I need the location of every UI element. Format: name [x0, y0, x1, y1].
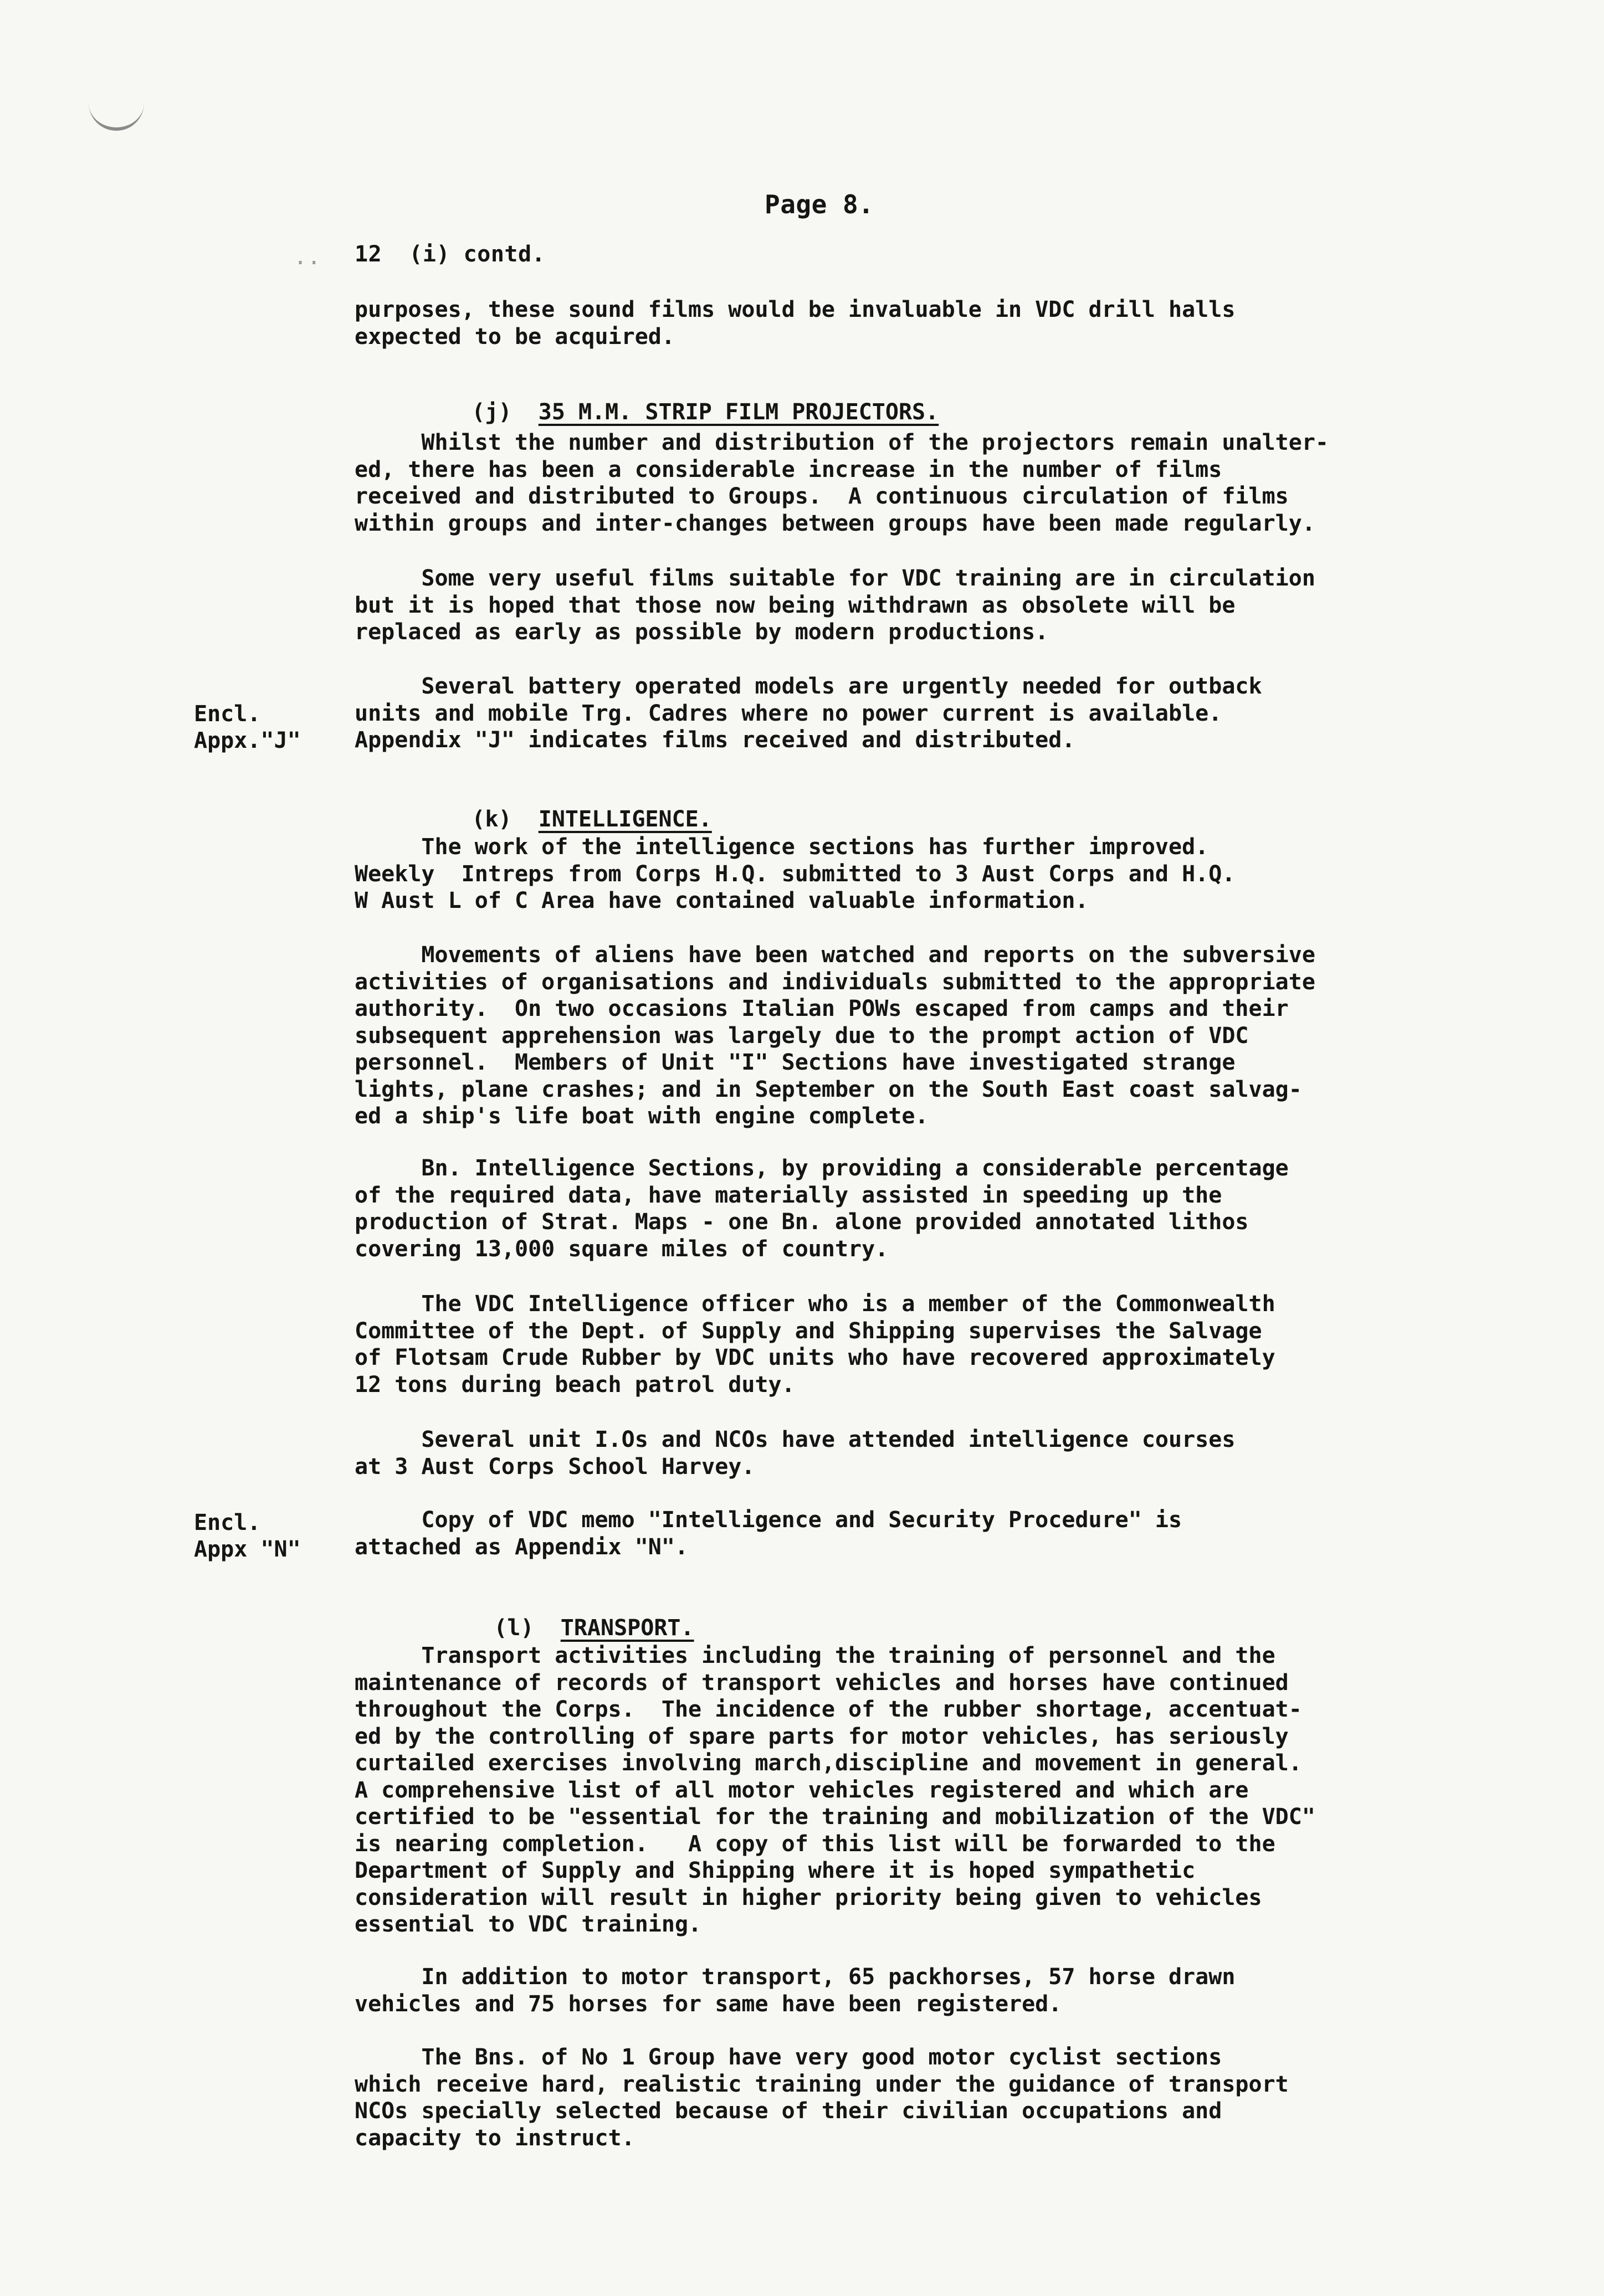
text-line: personnel. Members of Unit "I" Sections have investigated strange	[355, 1050, 1236, 1075]
text-line: consideration will result in higher priority being given to vehicles	[355, 1884, 1262, 1910]
text-line: attached as Appendix "N".	[355, 1534, 689, 1560]
section-j-paragraph-2	[355, 565, 1490, 646]
section-l-title: TRANSPORT.	[560, 1615, 694, 1641]
text-line: within groups and inter-changes between groups have been made regularly.	[355, 510, 1315, 536]
margin-note-line: Encl.	[194, 1510, 261, 1535]
text-line: Appendix "J" indicates films received and distributed.	[355, 727, 1075, 753]
text-line: which receive hard, realistic training under the guidance of transport	[355, 2071, 1289, 2097]
section-k-label: (k)	[472, 807, 512, 832]
text-line: of the required data, have materially assisted in speeding up the	[355, 1182, 1222, 1208]
margin-note-line: Encl.	[194, 701, 261, 727]
text-line: ed by the controlling of spare parts for motor vehicles, has seriously	[355, 1723, 1289, 1749]
section-l-label: (l)	[494, 1615, 534, 1641]
text-line: capacity to instruct.	[355, 2125, 635, 2151]
text-line: Movements of aliens have been watched and reports on the subversive	[355, 942, 1315, 968]
text-line: Committee of the Dept. of Supply and Shipping supervises the Salvage	[355, 1318, 1262, 1344]
text-line: vehicles and 75 horses for same have been registered.	[355, 1991, 1062, 2017]
margin-note-appx-n	[194, 1509, 301, 1563]
text-line: W Aust L of C Area have contained valuable information.	[355, 888, 1089, 913]
text-line: covering 13,000 square miles of country.	[355, 1236, 889, 1262]
continuation-heading: 12 (i) contd.	[355, 242, 546, 267]
section-k-paragraph-1	[355, 834, 1490, 915]
text-line: production of Strat. Maps - one Bn. alone provided annotated lithos	[355, 1209, 1249, 1235]
text-line: of Flotsam Crude Rubber by VDC units who have recovered approximately	[355, 1345, 1275, 1370]
section-k-title: INTELLIGENCE.	[538, 807, 712, 832]
text-line: 12 tons during beach patrol duty.	[355, 1372, 795, 1398]
section-k-paragraph-2	[355, 942, 1490, 1130]
section-j-paragraph-1	[355, 429, 1490, 537]
section-j-title: 35 M.M. STRIP FILM PROJECTORS.	[538, 399, 939, 425]
text-line: but it is hoped that those now being withdrawn as obsolete will be	[355, 592, 1236, 618]
text-line: Several battery operated models are urgently needed for outback	[355, 674, 1262, 699]
section-i-continuation	[355, 296, 1490, 350]
text-line: units and mobile Trg. Cadres where no power current is available.	[355, 700, 1222, 726]
text-line: subsequent apprehension was largely due to the prompt action of VDC	[355, 1023, 1249, 1049]
section-l-paragraph-3	[355, 2044, 1490, 2151]
punch-hole-mark	[89, 89, 144, 131]
text-line: Bn. Intelligence Sections, by providing a considerable percentage	[355, 1155, 1289, 1181]
text-line: activities of organisations and individuals submitted to the appropriate	[355, 969, 1315, 995]
margin-dots: ..	[294, 244, 321, 270]
margin-note-line: Appx."J"	[194, 728, 301, 753]
page-number: Page 8.	[765, 189, 874, 219]
text-line: Department of Supply and Shipping where it is hoped sympathetic	[355, 1858, 1196, 1883]
text-line: is nearing completion. A copy of this list will be forwarded to the	[355, 1831, 1275, 1857]
text-line: ed, there has been a considerable increase in the number of films	[355, 456, 1222, 482]
text-line: ed a ship's life boat with engine complete.	[355, 1103, 929, 1129]
text-line: Copy of VDC memo "Intelligence and Security Procedure" is	[355, 1507, 1182, 1533]
text-line: The work of the intelligence sections has further improved.	[355, 834, 1209, 860]
margin-note-line: Appx "N"	[194, 1537, 301, 1562]
section-l-paragraph-1	[355, 1642, 1490, 1938]
margin-note-appx-j	[194, 701, 301, 754]
text-line: certified to be "essential for the training and mobilization of the VDC"	[355, 1804, 1315, 1830]
text-line: maintenance of records of transport vehicles and horses have continued	[355, 1670, 1289, 1696]
text-line: replaced as early as possible by modern productions.	[355, 619, 1049, 645]
section-j-paragraph-3	[355, 673, 1490, 754]
text-line: at 3 Aust Corps School Harvey.	[355, 1453, 755, 1480]
section-j-label: (j)	[472, 399, 512, 425]
section-l-paragraph-2	[355, 1964, 1490, 2017]
text-line: NCOs specially selected because of their civilian occupations and	[355, 2098, 1222, 2124]
text-line: essential to VDC training.	[355, 1912, 702, 1937]
text-line: Several unit I.Os and NCOs have attended intelligence courses	[355, 1427, 1236, 1452]
text-line: Weekly Intreps from Corps H.Q. submitted to 3 Aust Corps and H.Q.	[355, 861, 1236, 887]
text-line: The Bns. of No 1 Group have very good motor cyclist sections	[355, 2045, 1222, 2070]
text-line: received and distributed to Groups. A continuous circulation of films	[355, 484, 1289, 509]
section-k-paragraph-3	[355, 1155, 1490, 1262]
text-line: Some very useful films suitable for VDC training are in circulation	[355, 566, 1315, 591]
text-line: curtailed exercises involving march,discipline and movement in general.	[355, 1750, 1302, 1776]
text-line: expected to be acquired.	[355, 323, 675, 350]
text-line: In addition to motor transport, 65 packhorses, 57 horse drawn	[355, 1964, 1236, 1990]
section-k-paragraph-6	[355, 1507, 1490, 1560]
section-k-paragraph-5	[355, 1426, 1490, 1480]
section-k-paragraph-4	[355, 1291, 1490, 1398]
text-line: A comprehensive list of all motor vehicles registered and which are	[355, 1777, 1249, 1803]
text-line: Whilst the number and distribution of the projectors remain unalter-	[355, 430, 1329, 455]
text-line: Transport activities including the training of personnel and the	[355, 1643, 1275, 1668]
text-line: authority. On two occasions Italian POWs escaped from camps and their	[355, 996, 1289, 1021]
text-line: lights, plane crashes; and in September on the South East coast salvag-	[355, 1076, 1302, 1102]
text-line: purposes, these sound films would be invaluable in VDC drill halls	[355, 297, 1236, 322]
text-line: The VDC Intelligence officer who is a member of the Commonwealth	[355, 1291, 1275, 1317]
text-line: throughout the Corps. The incidence of the rubber shortage, accentuat-	[355, 1697, 1302, 1722]
